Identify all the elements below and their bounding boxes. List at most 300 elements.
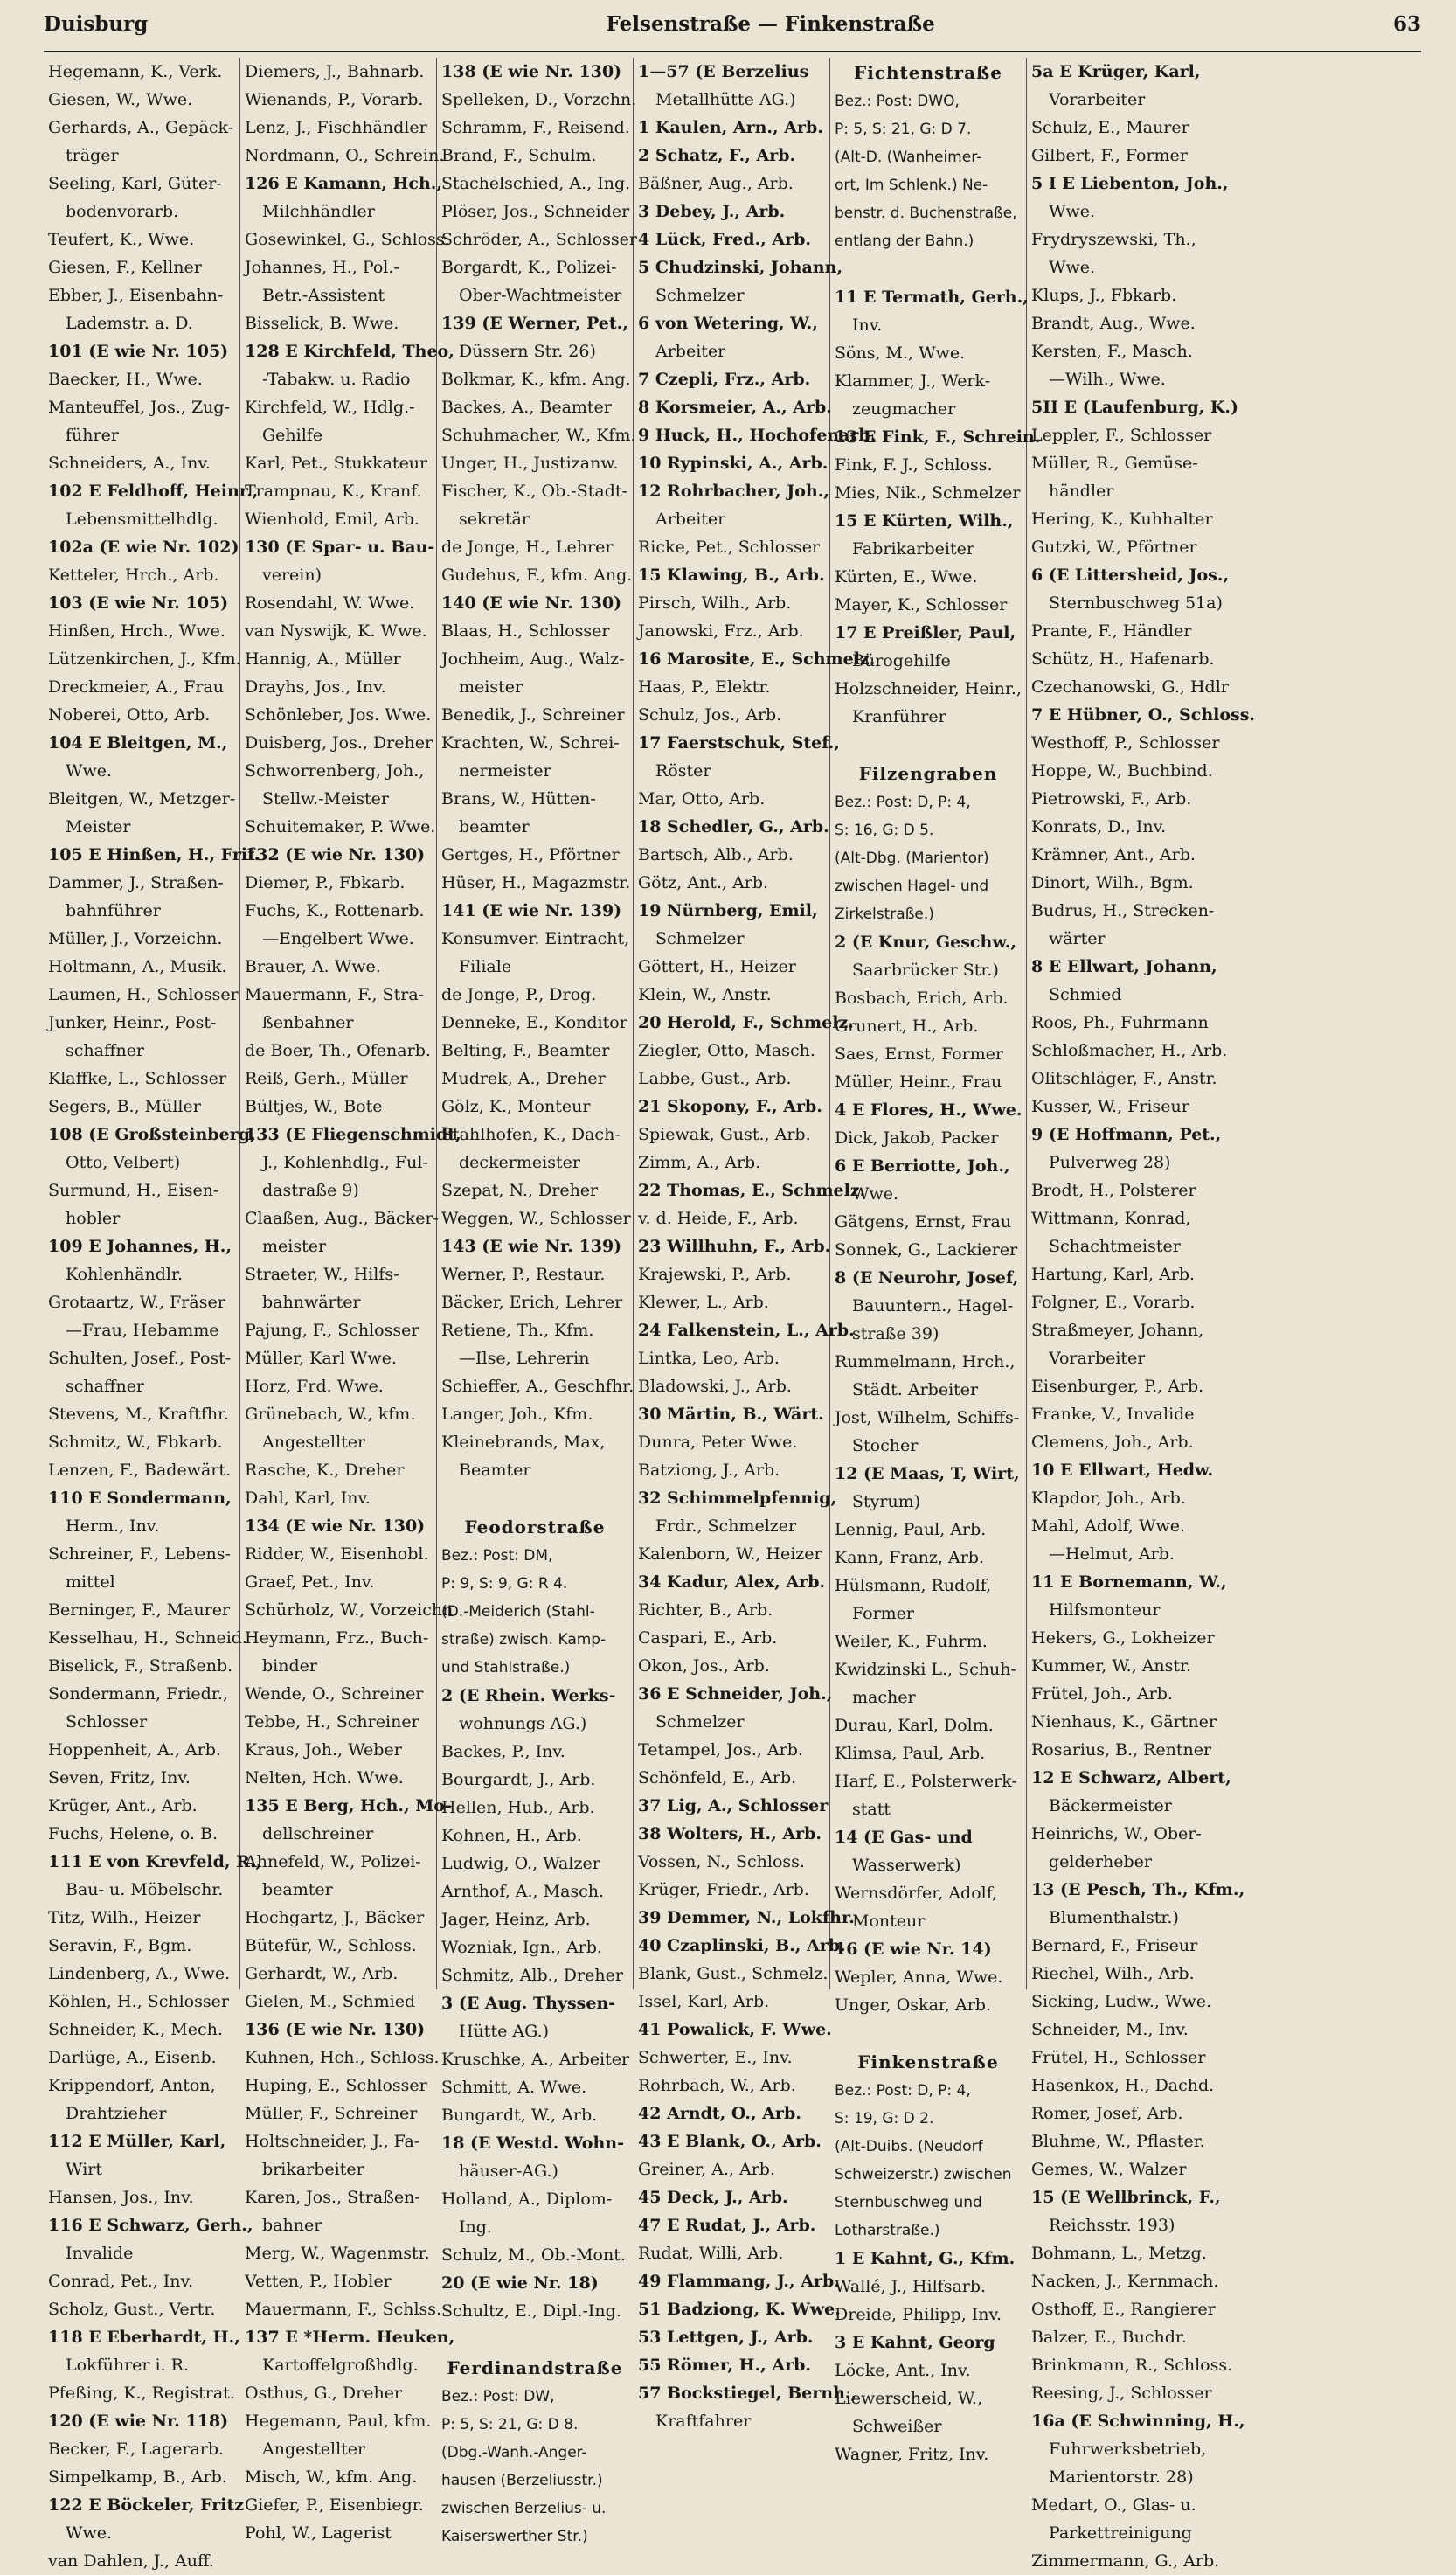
resident-entry: de Jonge, P., Drog. [441, 985, 597, 1004]
resident-entry: Bäcker, Erich, Lehrer [441, 1293, 623, 1312]
entry-continuation: Städt. Arbeiter [852, 1380, 979, 1399]
house-entry: 18 Schedler, G., Arb. [638, 817, 829, 836]
resident-entry: Vossen, N., Schloss. [638, 1852, 805, 1871]
resident-entry: Osthoff, E., Rangierer [1031, 2300, 1216, 2319]
resident-entry: Wende, O., Schreiner [245, 1684, 424, 1704]
resident-entry: Kalenborn, W., Heizer [638, 1544, 822, 1564]
entry-continuation: Former [852, 1604, 915, 1623]
entry-continuation: Hütte AG.) [459, 2022, 550, 2041]
resident-entry: Benedik, J., Schreiner [441, 705, 625, 725]
entry-continuation: träger [66, 146, 119, 165]
resident-entry: Pohl, W., Lagerist [245, 2523, 392, 2543]
resident-entry: Tetampel, Jos., Arb. [638, 1740, 803, 1759]
entry-continuation: Vorarbeiter [1049, 1349, 1146, 1368]
house-entry: 20 (E wie Nr. 18) [441, 2273, 599, 2293]
resident-entry: Dahl, Karl, Inv. [245, 1489, 371, 1508]
entry-continuation: Sternbuschweg 51a) [1049, 593, 1223, 613]
resident-entry: Blaas, H., Schlosser [441, 621, 610, 641]
resident-entry: Zimmermann, G., Arb. [1031, 2551, 1220, 2571]
entry-continuation: Bau- u. Möbelschr. [66, 1880, 224, 1899]
resident-entry: Bluhme, W., Pflaster. [1031, 2132, 1205, 2151]
resident-entry: Hering, K., Kuhhalter [1031, 510, 1213, 529]
resident-entry: Kusser, W., Friseur [1031, 1097, 1189, 1116]
street-info: ort, Im Schlenk.) Ne- [835, 177, 988, 194]
entry-continuation: Herm., Inv. [66, 1517, 160, 1536]
house-entry: 135 E Berg, Hch., Mo- [245, 1796, 452, 1815]
resident-entry: Hartung, Karl, Arb. [1031, 1265, 1196, 1284]
entry-continuation: händler [1049, 482, 1114, 501]
house-entry: 42 Arndt, O., Arb. [638, 2104, 801, 2123]
resident-entry: Bültjes, W., Bote [245, 1097, 383, 1116]
resident-entry: Brand, F., Schulm. [441, 146, 597, 165]
resident-entry: Kummer, W., Anstr. [1031, 1656, 1192, 1676]
entry-continuation: Schweißer [852, 2417, 942, 2436]
resident-entry: Laumen, H., Schlosser [48, 985, 239, 1004]
resident-entry: Kleinebrands, Max, [441, 1433, 606, 1452]
entry-continuation: brikarbeiter [262, 2160, 364, 2179]
street-info: (Alt-Dbg. (Marientor) [835, 850, 989, 867]
entry-continuation: Metallhütte AG.) [655, 90, 796, 109]
entry-continuation: Kraftfahrer [655, 2412, 752, 2431]
resident-entry: Dreide, Philipp, Inv. [835, 2305, 1002, 2324]
entry-continuation: nermeister [459, 761, 551, 781]
resident-entry: Grunert, H., Arb. [835, 1017, 979, 1036]
resident-entry: Wienands, P., Vorarb. [245, 90, 424, 109]
header-page-number: 63 [1392, 12, 1421, 36]
resident-entry: Schönleber, Jos. Wwe. [245, 705, 432, 725]
resident-entry: Gudehus, F., kfm. Ang. [441, 566, 633, 585]
resident-entry: Nordmann, O., Schrein. [245, 146, 445, 165]
resident-entry: Schulz, Jos., Arb. [638, 705, 782, 725]
entry-continuation: Gehilfe [262, 426, 323, 445]
house-entry: 4 Lück, Fred., Arb. [638, 230, 812, 249]
resident-entry: Müller, J., Vorzeichn. [48, 929, 223, 948]
resident-entry: Stachelschied, A., Ing. [441, 174, 631, 193]
resident-entry: Graef, Pet., Inv. [245, 1572, 375, 1592]
house-entry: 6 E Berriotte, Joh., [835, 1156, 1010, 1176]
resident-entry: Riechel, Wilh., Arb. [1031, 1964, 1195, 1983]
house-entry: 41 Powalick, F. Wwe. [638, 2020, 832, 2039]
house-entry: 103 (E wie Nr. 105) [48, 593, 229, 613]
resident-entry: Stevens, M., Kraftfhr. [48, 1405, 230, 1424]
resident-entry: Blank, Gust., Schmelz. [638, 1964, 829, 1983]
entry-continuation: gelderheber [1049, 1852, 1152, 1871]
header-street-range: Felsenstraße — Finkenstraße [606, 12, 935, 36]
resident-entry: Söns, M., Wwe. [835, 344, 966, 363]
resident-entry: Schloßmacher, H., Arb. [1031, 1041, 1228, 1060]
house-entry: 38 Wolters, H., Arb. [638, 1824, 822, 1843]
house-entry: 139 (E Werner, Pet., [441, 314, 628, 333]
resident-entry: Mies, Nik., Schmelzer [835, 483, 1021, 503]
entry-continuation: Kranführer [852, 707, 946, 726]
entry-continuation: —Wilh., Wwe. [1049, 370, 1166, 389]
street-info: Zirkelstraße.) [835, 906, 934, 923]
resident-entry: Frütel, Joh., Arb. [1031, 1684, 1173, 1704]
street-info: Bez.: Post: DW, [441, 2388, 555, 2405]
resident-entry: Holland, A., Diplom- [441, 2190, 613, 2209]
entry-continuation: Düssern Str. 26) [459, 342, 596, 361]
house-entry: 112 E Müller, Karl, [48, 2132, 226, 2151]
resident-entry: Issel, Karl, Arb. [638, 1992, 770, 2011]
entry-continuation: straße 39) [852, 1324, 939, 1343]
resident-entry: Bartsch, Alb., Arb. [638, 845, 794, 864]
entry-continuation: Wirt [66, 2160, 102, 2179]
resident-entry: Klein, W., Anstr. [638, 985, 772, 1004]
resident-entry: Unger, Oskar, Arb. [835, 1995, 991, 2015]
house-entry: 14 (E Gas- und [835, 1828, 973, 1847]
resident-entry: Lenzen, F., Badewärt. [48, 1461, 232, 1480]
house-entry: 4 E Flores, H., Wwe. [835, 1100, 1023, 1120]
resident-entry: Pfeßing, K., Registrat. [48, 2384, 235, 2403]
column-5 [830, 58, 1041, 2464]
house-entry: 43 E Blank, O., Arb. [638, 2132, 822, 2151]
resident-entry: Gerhards, A., Gepäck- [48, 118, 234, 137]
resident-entry: de Jonge, H., Lehrer [441, 538, 614, 557]
resident-entry: Lenz, J., Fischhändler [245, 118, 427, 137]
resident-entry: Müller, R., Gemüse- [1031, 454, 1198, 473]
house-entry: 17 Faerstschuk, Stef., [638, 733, 840, 753]
resident-entry: Durau, Karl, Dolm. [835, 1716, 994, 1735]
street-info: Lotharstraße.) [835, 2222, 940, 2239]
resident-entry: Hinßen, Hrch., Wwe. [48, 621, 225, 641]
resident-entry: Schütz, H., Hafenarb. [1031, 649, 1215, 669]
resident-entry: Kohnen, H., Arb. [441, 1826, 582, 1845]
entry-continuation: Schachtmeister [1049, 1237, 1181, 1256]
entry-continuation: mittel [66, 1572, 115, 1592]
house-entry: 5II E (Laufenburg, K.) [1031, 398, 1238, 417]
spacer [835, 731, 1022, 759]
entry-continuation: schaffner [66, 1041, 145, 1060]
resident-entry: Plöser, Jos., Schneider [441, 202, 630, 221]
resident-entry: Schuitemaker, P. Wwe. [245, 817, 436, 836]
resident-entry: Hekers, G., Lokheizer [1031, 1628, 1215, 1648]
entry-continuation: Schmelzer [655, 286, 745, 305]
house-entry: 110 E Sondermann, [48, 1489, 232, 1508]
resident-entry: Schmitz, W., Fbkarb. [48, 1433, 223, 1452]
column-3 [437, 58, 637, 2545]
house-entry: 11 E Termath, Gerh., [835, 288, 1029, 307]
house-entry: 3 E Kahnt, Georg [835, 2333, 995, 2352]
resident-entry: Göttert, H., Heizer [638, 957, 796, 976]
entry-continuation: Wwe. [66, 2523, 113, 2543]
resident-entry: Rudat, Willi, Arb. [638, 2244, 784, 2263]
resident-entry: Weggen, W., Schlosser [441, 1209, 631, 1228]
entry-continuation: Otto, Velbert) [66, 1153, 181, 1172]
resident-entry: Krämner, Ant., Arb. [1031, 845, 1196, 864]
resident-entry: Medart, O., Glas- u. [1031, 2495, 1196, 2515]
resident-entry: Fink, F. J., Schloss. [835, 455, 993, 475]
resident-entry: Krüger, Ant., Arb. [48, 1796, 198, 1815]
resident-entry: Rosendahl, W. Wwe. [245, 593, 415, 613]
resident-entry: Fischer, K., Ob.-Stadt- [441, 482, 627, 501]
entry-continuation: Lebensmittelhdlg. [66, 510, 218, 529]
house-entry: 3 (E Aug. Thyssen- [441, 1994, 616, 2013]
house-entry: 10 E Ellwart, Hedw. [1031, 1461, 1214, 1480]
entry-continuation: Arbeiter [655, 510, 726, 529]
house-entry: 5a E Krüger, Karl, [1031, 62, 1201, 81]
house-entry: 45 Deck, J., Arb. [638, 2188, 788, 2207]
resident-entry: Lindenberg, A., Wwe. [48, 1964, 231, 1983]
spacer [835, 2019, 1022, 2047]
resident-entry: Klups, J., Fbkarb. [1031, 286, 1177, 305]
entry-continuation: beamter [459, 817, 530, 836]
resident-entry: Brauer, A. Wwe. [245, 957, 381, 976]
entry-continuation: bahner [262, 2216, 322, 2235]
resident-entry: Simpelkamp, B., Arb. [48, 2467, 227, 2487]
resident-entry: de Boer, Th., Ofenarb. [245, 1041, 431, 1060]
resident-entry: Giesen, F., Kellner [48, 258, 202, 277]
resident-entry: Noberei, Otto, Arb. [48, 705, 211, 725]
house-entry: 136 (E wie Nr. 130) [245, 2020, 426, 2039]
resident-entry: Stahlhofen, K., Dach- [441, 1125, 621, 1144]
house-entry: 49 Flammang, J., Arb. [638, 2272, 840, 2291]
street-info: benstr. d. Buchenstraße, [835, 205, 1017, 222]
resident-entry: van Nyswijk, K. Wwe. [245, 621, 427, 641]
house-entry: 5 Chudzinski, Johann, [638, 258, 843, 277]
entry-continuation: binder [262, 1656, 317, 1676]
entry-continuation: Frdr., Schmelzer [655, 1517, 797, 1536]
house-entry: 130 (E Spar- u. Bau- [245, 538, 435, 557]
resident-entry: Liewerscheid, W., [835, 2389, 983, 2408]
resident-entry: Schneider, M., Inv. [1031, 2020, 1189, 2039]
resident-entry: Scholz, Gust., Vertr. [48, 2300, 216, 2319]
entry-continuation: meister [262, 1237, 327, 1256]
resident-entry: Ketteler, Hrch., Arb. [48, 566, 219, 585]
resident-entry: Bisselick, B. Wwe. [245, 314, 399, 333]
street-info: (Alt-D. (Wanheimer- [835, 149, 982, 166]
house-entry: 8 Korsmeier, A., Arb. [638, 398, 832, 417]
entry-continuation: dellschreiner [262, 1824, 374, 1843]
resident-entry: Dick, Jakob, Packer [835, 1128, 999, 1148]
house-entry: 10 Rypinski, A., Arb. [638, 454, 829, 473]
resident-entry: Arnthof, A., Masch. [441, 1882, 605, 1901]
resident-entry: Drayhs, Jos., Inv. [245, 677, 386, 697]
resident-entry: Klimsa, Paul, Arb. [835, 1744, 986, 1763]
resident-entry: Karl, Pet., Stukkateur [245, 454, 428, 473]
resident-entry: Richter, B., Arb. [638, 1600, 773, 1620]
resident-entry: Ziegler, Otto, Masch. [638, 1041, 815, 1060]
entry-continuation: wärter [1049, 929, 1106, 948]
house-entry: 36 E Schneider, Joh., [638, 1684, 833, 1704]
resident-entry: Götz, Ant., Arb. [638, 873, 769, 892]
entry-continuation: bahnführer [66, 901, 161, 920]
house-entry: 140 (E wie Nr. 130) [441, 593, 622, 613]
entry-continuation: deckermeister [459, 1153, 580, 1172]
street-info: S: 16, G: D 5. [835, 822, 934, 839]
resident-entry: Frydryszewski, Th., [1031, 230, 1196, 249]
entry-continuation: Arbeiter [655, 342, 726, 361]
resident-entry: Olitschläger, F., Anstr. [1031, 1069, 1217, 1088]
house-entry: 118 E Eberhardt, H., [48, 2328, 240, 2347]
resident-entry: Leppler, F., Schlosser [1031, 426, 1212, 445]
house-entry: 2 Schatz, F., Arb. [638, 146, 796, 165]
resident-entry: Titz, Wilh., Heizer [48, 1908, 201, 1927]
house-entry: 16a (E Schwinning, H., [1031, 2412, 1245, 2431]
resident-entry: Fuchs, Helene, o. B. [48, 1824, 218, 1843]
resident-entry: Conrad, Pet., Inv. [48, 2272, 194, 2291]
entry-continuation: Angestellter [262, 1433, 366, 1452]
resident-entry: Ahnefeld, W., Polizei- [245, 1852, 421, 1871]
street-info: (Dbg.-Wanh.-Anger- [441, 2444, 587, 2461]
resident-entry: Jochheim, Aug., Walz- [441, 649, 625, 669]
resident-entry: Eisenburger, P., Arb. [1031, 1377, 1204, 1396]
resident-entry: Schwerter, E., Inv. [638, 2048, 793, 2067]
resident-entry: Schulten, Josef., Post- [48, 1349, 232, 1368]
entry-continuation: Stocher [852, 1436, 919, 1455]
resident-entry: Gätgens, Ernst, Frau [835, 1212, 1012, 1232]
resident-entry: Batziong, J., Arb. [638, 1461, 780, 1480]
street-heading: Fichtenstraße [854, 62, 1002, 83]
house-entry: 13 E Fink, F., Schrein. [835, 427, 1041, 447]
resident-entry: Balzer, E., Buchdr. [1031, 2328, 1187, 2347]
house-entry: 1 Kaulen, Arn., Arb. [638, 118, 823, 137]
resident-entry: Backes, P., Inv. [441, 1742, 565, 1761]
resident-entry: Bohmann, L., Metzg. [1031, 2244, 1207, 2263]
entry-continuation: Schmelzer [655, 1712, 745, 1732]
resident-entry: Müller, Heinr., Frau [835, 1072, 1002, 1092]
resident-entry: Jager, Heinz, Arb. [441, 1910, 591, 1929]
entry-continuation: Lokführer i. R. [66, 2356, 190, 2375]
resident-entry: Okon, Jos., Arb. [638, 1656, 770, 1676]
street-info: Sternbuschweg und [835, 2194, 982, 2211]
resident-entry: Kesselhau, H., Schneid. [48, 1628, 247, 1648]
resident-entry: Seeling, Karl, Güter- [48, 174, 222, 193]
resident-entry: Borgardt, K., Polizei- [441, 258, 617, 277]
resident-entry: Bäßner, Aug., Arb. [638, 174, 794, 193]
resident-entry: Schreiner, F., Lebens- [48, 1544, 231, 1564]
resident-entry: Folgner, E., Vorarb. [1031, 1293, 1196, 1312]
resident-entry: Schürholz, W., Vorzeichn. [245, 1600, 459, 1620]
house-entry: 120 (E wie Nr. 118) [48, 2412, 229, 2431]
resident-entry: Harf, E., Polsterwerk- [835, 1772, 1017, 1791]
resident-entry: Tebbe, H., Schreiner [245, 1712, 419, 1732]
resident-entry: Seravin, F., Bgm. [48, 1936, 192, 1955]
entry-continuation: häuser-AG.) [459, 2162, 558, 2181]
resident-entry: Bourgardt, J., Arb. [441, 1770, 596, 1789]
resident-entry: Duisberg, Jos., Dreher [245, 733, 433, 753]
resident-entry: Mudrek, A., Dreher [441, 1069, 606, 1088]
house-entry: 16 Marosite, E., Schmelz. [638, 649, 876, 669]
house-entry: 132 (E wie Nr. 130) [245, 845, 426, 864]
resident-entry: Darlüge, A., Eisenb. [48, 2048, 217, 2067]
house-entry: 104 E Bleitgen, M., [48, 733, 228, 753]
street-info: Kaiserswerther Str.) [441, 2528, 588, 2545]
resident-entry: Spelleken, D., Vorzchn. [441, 90, 637, 109]
resident-entry: Kraus, Joh., Weber [245, 1740, 402, 1759]
house-entry: 3 Debey, J., Arb. [638, 202, 786, 221]
resident-entry: Diemer, P., Fbkarb. [245, 873, 406, 892]
resident-entry: Diemers, J., Bahnarb. [245, 62, 425, 81]
resident-entry: Gemes, W., Walzer [1031, 2160, 1187, 2179]
resident-entry: Bungardt, W., Arb. [441, 2106, 598, 2125]
resident-entry: Holtmann, A., Musik. [48, 957, 227, 976]
house-entry: 6 von Wetering, W., [638, 314, 818, 333]
house-entry: 40 Czaplinski, B., Arb. [638, 1936, 846, 1955]
house-entry: 102a (E wie Nr. 102) [48, 538, 239, 557]
resident-entry: Schulz, E., Maurer [1031, 118, 1189, 137]
street-info: zwischen Berzelius- u. [441, 2500, 607, 2517]
house-entry: 21 Skopony, F., Arb. [638, 1097, 822, 1116]
resident-entry: Budrus, H., Strecken- [1031, 901, 1215, 920]
entry-continuation: dastraße 9) [262, 1181, 359, 1200]
resident-entry: Heymann, Frz., Buch- [245, 1628, 429, 1648]
entry-continuation: Wasserwerk) [852, 1856, 961, 1875]
entry-continuation: J., Kohlenhdlg., Ful- [262, 1153, 428, 1172]
entry-continuation: macher [852, 1688, 916, 1707]
resident-entry: Gilbert, F., Former [1031, 146, 1188, 165]
entry-continuation: Meister [66, 817, 131, 836]
resident-entry: Hüser, H., Magazmstr. [441, 873, 631, 892]
resident-entry: Hochgartz, J., Bäcker [245, 1908, 425, 1927]
resident-entry: Becker, F., Lagerarb. [48, 2440, 225, 2459]
house-entry: 24 Falkenstein, L., Arb. [638, 1321, 855, 1340]
entry-continuation: Pulverweg 28) [1049, 1153, 1171, 1172]
entry-continuation: meister [459, 677, 523, 697]
resident-entry: Brinkmann, R., Schloss. [1031, 2356, 1233, 2375]
entry-continuation: Vorarbeiter [1049, 90, 1146, 109]
house-entry: 39 Demmer, N., Lokfhr. [638, 1908, 855, 1927]
resident-entry: Gielen, M., Schmied [245, 1992, 416, 2011]
entry-continuation: —Helmut, Arb. [1049, 1544, 1175, 1564]
resident-entry: Mauermann, F., Stra- [245, 985, 425, 1004]
resident-entry: Rummelmann, Hrch., [835, 1352, 1016, 1371]
house-entry: 122 E Böckeler, Fritz [48, 2495, 245, 2515]
house-entry: 128 E Kirchfeld, Theo, [245, 342, 454, 361]
resident-entry: Ebber, J., Eisenbahn- [48, 286, 224, 305]
house-entry: 32 Schimmelpfennig, [638, 1489, 837, 1508]
entry-continuation: Bauuntern., Hagel- [852, 1296, 1014, 1315]
resident-entry: Schuhmacher, W., Kfm. [441, 426, 636, 445]
resident-entry: Junker, Heinr., Post- [48, 1013, 217, 1032]
entry-continuation: wohnungs AG.) [459, 1714, 587, 1733]
resident-entry: Grünebach, W., kfm. [245, 1405, 416, 1424]
spacer [835, 255, 1022, 283]
resident-entry: Sonnek, G., Lackierer [835, 1240, 1018, 1260]
resident-entry: Teufert, K., Wwe. [48, 230, 195, 249]
street-info: (Alt-Duibs. (Neudorf [835, 2138, 983, 2155]
entry-continuation: -Tabakw. u. Radio [262, 370, 411, 389]
house-entry: 2 (E Rhein. Werks- [441, 1686, 616, 1705]
entry-continuation: verein) [262, 566, 322, 585]
resident-entry: Kersten, F., Masch. [1031, 342, 1193, 361]
house-entry: 18 (E Westd. Wohn- [441, 2134, 624, 2153]
resident-entry: Ricke, Pet., Schlosser [638, 538, 821, 557]
house-entry: 134 (E wie Nr. 130) [245, 1517, 426, 1536]
entry-continuation: Angestellter [262, 2440, 366, 2459]
resident-entry: Janowski, Frz., Arb. [638, 621, 804, 641]
resident-entry: Giesen, W., Wwe. [48, 90, 193, 109]
resident-entry: Gertges, H., Pförtner [441, 845, 620, 864]
resident-entry: Langer, Joh., Kfm. [441, 1405, 593, 1424]
resident-entry: Kwidzinski L., Schuh- [835, 1660, 1016, 1679]
resident-entry: Hoppenheit, A., Arb. [48, 1740, 221, 1759]
resident-entry: Zimm, A., Arb. [638, 1153, 761, 1172]
street-info: Bez.: Post: D, P: 4, [835, 2082, 971, 2100]
resident-entry: Krachten, W., Schrei- [441, 733, 620, 753]
resident-entry: Karen, Jos., Straßen- [245, 2188, 420, 2207]
entry-continuation: Drahtzieher [66, 2104, 167, 2123]
house-entry: 102 E Feldhoff, Heinr., [48, 482, 259, 501]
resident-entry: Belting, F., Beamter [441, 1041, 610, 1060]
house-entry: 12 (E Maas, T, Wirt, [835, 1464, 1020, 1483]
house-entry: 101 (E wie Nr. 105) [48, 342, 229, 361]
resident-entry: Heinrichs, W., Ober- [1031, 1824, 1202, 1843]
entry-continuation: Wwe. [1049, 258, 1096, 277]
entry-continuation: Ober-Wachtmeister [459, 286, 622, 305]
resident-entry: Fuchs, K., Rottenarb. [245, 901, 425, 920]
entry-continuation: ßenbahner [262, 1013, 354, 1032]
resident-entry: Schworrenberg, Joh., [245, 761, 425, 781]
